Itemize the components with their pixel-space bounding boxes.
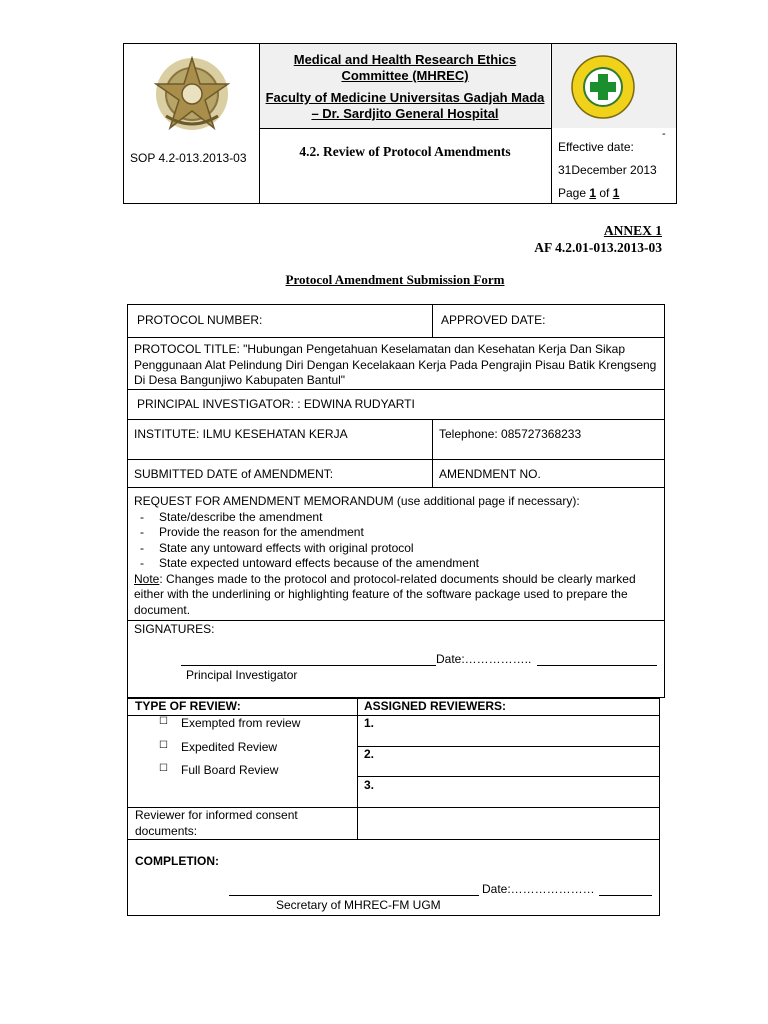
signatures-label: SIGNATURES: (134, 622, 215, 636)
request-item: - State any untoward effects with original protocol (134, 541, 664, 557)
reviewer-1[interactable]: 1. (364, 716, 375, 730)
protocol-title-field: PROTOCOL TITLE: "Hubungan Pengetahuan Keselamatan dan Kesehatan Kerja Dan Sikap Penggunaan Alat Pelindung Diri Dengan Kecelakaan Kerja Pada Pengrajin Pisau Batik Krengseng Di Desa Bangunjiwo Kabupaten Bantul" (134, 342, 657, 387)
pi-signature-line[interactable] (181, 665, 436, 666)
amendment-number-field: AMENDMENT NO. (439, 467, 541, 481)
page-current: 1 (589, 186, 597, 200)
approved-date-field: APPROVED DATE: (441, 313, 546, 327)
request-item: - State/describe the amendment (134, 510, 664, 526)
sop-title: 4.2. Review of Protocol Amendments (299, 144, 511, 159)
institute-field: INSTITUTE: ILMU KESEHATAN KERJA (134, 427, 348, 441)
committee-title-line1: Medical and Health Research Ethics (293, 52, 517, 67)
review-table (127, 698, 660, 916)
page-indicator (558, 186, 619, 200)
annex-block (534, 222, 662, 256)
pi-signature-caption: Principal Investigator (186, 668, 298, 682)
page-of: of (596, 186, 613, 200)
document-header (123, 43, 677, 204)
page-prefix: Page (558, 186, 590, 200)
secretary-caption: Secretary of MHREC-FM UGM (276, 898, 441, 912)
header-dash: - (662, 128, 666, 140)
secretary-signature-line[interactable] (229, 895, 479, 896)
review-type-expedited[interactable]: ☐ Expedited Review (159, 740, 277, 754)
consent-reviewer-label: Reviewer for informed consent documents: (135, 808, 298, 838)
request-item: - State expected untoward effects because of the amendment (134, 556, 664, 572)
annex-code: AF 4.2.01-013.2013-03 (534, 240, 662, 255)
hospital-logo (570, 54, 636, 120)
amendment-form-table (127, 304, 665, 698)
request-heading: REQUEST FOR AMENDMENT MEMORANDUM (use additional page if necessary): (134, 494, 580, 508)
request-memorandum-section (134, 494, 664, 618)
type-of-review-header: TYPE OF REVIEW: (135, 699, 241, 713)
review-type-full-board[interactable]: ☐ Full Board Review (159, 763, 278, 777)
form-title: Protocol Amendment Submission Form (285, 272, 505, 287)
effective-date-label: Effective date: (558, 140, 634, 154)
completion-date-line[interactable] (599, 895, 652, 896)
reviewer-2[interactable]: 2. (364, 747, 375, 761)
faculty-title-line2: – Dr. Sardjito General Hospital (311, 106, 499, 121)
protocol-number-field: PROTOCOL NUMBER: (137, 313, 263, 327)
submitted-date-field: SUBMITTED DATE of AMENDMENT: (134, 467, 334, 481)
review-type-exempted[interactable]: ☐ Exempted from review (159, 716, 300, 730)
principal-investigator-field: PRINCIPAL INVESTIGATOR: : EDWINA RUDYARTI (137, 397, 415, 411)
annex-label: ANNEX 1 (603, 223, 662, 238)
page-total: 1 (612, 186, 620, 200)
pi-date-line[interactable] (537, 665, 657, 666)
pi-date-label: Date:…………….. (436, 652, 532, 666)
note-text: : Changes made to the protocol and protocol-related documents should be clearly marked either with the underlining or highlighting feature of the software package used to prepare the document. (134, 571, 636, 617)
assigned-reviewers-header: ASSIGNED REVIEWERS: (364, 699, 507, 713)
reviewer-3[interactable]: 3. (364, 778, 375, 792)
request-item: - Provide the reason for the amendment (134, 525, 664, 541)
completion-date-label: Date:………………… (482, 882, 595, 896)
amendment-note (134, 572, 664, 619)
faculty-title-line1: Faculty of Medicine Universitas Gadjah Mada (265, 90, 545, 105)
note-label: Note (134, 571, 160, 586)
telephone-field: Telephone: 085727368233 (439, 427, 582, 441)
committee-title-line2: Committee (MHREC) (341, 68, 469, 83)
sop-number: SOP 4.2-013.2013-03 (130, 151, 247, 165)
ugm-seal-logo (144, 54, 240, 134)
completion-label: COMPLETION: (135, 854, 219, 868)
effective-date-value: 31December 2013 (558, 163, 657, 177)
